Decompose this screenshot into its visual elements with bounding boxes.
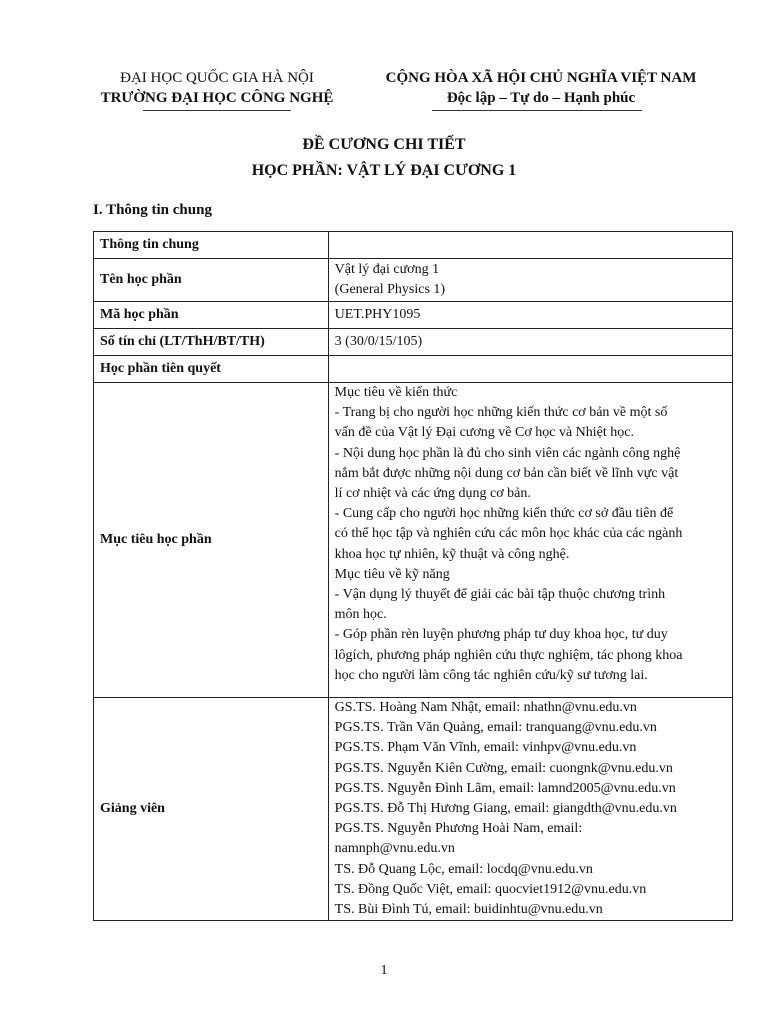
- lecturer-line: PGS.TS. Trần Văn Quảng, email: tranquang@vnu.edu.vn: [334, 720, 657, 736]
- table-row: [94, 232, 733, 259]
- objective-line: - Góp phần rèn luyện phương pháp tư duy khoa học, tư duy: [334, 627, 668, 643]
- table-row: [94, 302, 733, 329]
- course-name-label: Tên học phần: [94, 259, 329, 302]
- header-right: [356, 68, 726, 108]
- header-left-underline: [143, 110, 291, 111]
- header-left: [82, 68, 352, 108]
- objectives-value: [328, 383, 732, 698]
- objective-line: Mục tiêu về kỹ năng: [334, 566, 450, 582]
- lecturer-line: TS. Đỗ Quang Lộc, email: locdq@vnu.edu.vn: [334, 861, 593, 877]
- header-right-underline: [432, 110, 642, 111]
- course-name-vi: Vật lý đại cương 1: [334, 261, 440, 277]
- table-row: [94, 698, 733, 921]
- general-info-value: [328, 232, 732, 259]
- objective-line: học cho người làm công tác nghiên cứu/kỹ sư tương lai.: [334, 667, 648, 683]
- lecturers-label: Giảng viên: [94, 698, 329, 921]
- lecturer-line: TS. Đồng Quốc Việt, email: quocviet1912@vnu.edu.vn: [334, 881, 647, 897]
- course-info-table: [93, 231, 733, 921]
- course-title: HỌC PHẦN: VẬT LÝ ĐẠI CƯƠNG 1: [251, 162, 517, 179]
- objective-line: - Nội dung học phần là đủ cho sinh viên các ngành công nghệ: [334, 445, 681, 461]
- course-name-en: (General Physics 1): [334, 282, 446, 297]
- document-title: ĐỀ CƯƠNG CHI TIẾT: [302, 136, 466, 153]
- prerequisite-label: Học phần tiên quyết: [94, 356, 329, 383]
- national-slogan: Độc lập – Tự do – Hạnh phúc: [446, 90, 636, 106]
- lecturer-line: PGS.TS. Nguyễn Phương Hoài Nam, email:: [334, 821, 583, 837]
- objective-line: lôgích, phương pháp nghiên cứu thực nghiệm, tác phong khoa: [334, 647, 683, 663]
- objective-line: có thể học tập và nghiên cứu các môn học khác của các ngành: [334, 526, 683, 542]
- course-code-label: Mã học phần: [94, 302, 329, 329]
- objective-line: - Vận dụng lý thuyết để giải các bài tập thuộc chương trình: [334, 587, 666, 603]
- course-name-value: [328, 259, 732, 302]
- page-number: 1: [380, 963, 388, 978]
- lecturer-line: PGS.TS. Phạm Văn Vĩnh, email: vinhpv@vnu.edu.vn: [334, 740, 637, 756]
- school-name: TRƯỜNG ĐẠI HỌC CÔNG NGHỆ: [100, 90, 334, 106]
- objective-line: nắm bắt được những nội dung cơ bản cần biết về lĩnh vực vật: [334, 465, 679, 481]
- objective-line: - Cung cấp cho người học những kiến thức cơ sở đầu tiên để: [334, 506, 674, 522]
- objective-line: - Trang bị cho người học những kiến thức cơ bản về một số: [334, 405, 668, 421]
- table-row: [94, 259, 733, 302]
- national-motto: CỘNG HÒA XÃ HỘI CHỦ NGHĨA VIỆT NAM: [385, 70, 697, 86]
- objective-line: khoa học tự nhiên, kỹ thuật và công nghệ.: [334, 546, 570, 562]
- table-row: [94, 383, 733, 698]
- lecturer-line: GS.TS. Hoàng Nam Nhật, email: nhathn@vnu.edu.vn: [334, 700, 637, 715]
- table-row: [94, 329, 733, 356]
- objective-line: Mục tiêu về kiến thức: [334, 385, 458, 400]
- lecturer-line: namnph@vnu.edu.vn: [334, 841, 455, 857]
- credits-value: 3 (30/0/15/105): [328, 329, 732, 356]
- section-heading: I. Thông tin chung: [93, 202, 212, 218]
- lecturer-line: PGS.TS. Nguyễn Đình Lãm, email: lamnd2005@vnu.edu.vn: [334, 780, 676, 796]
- objective-line: vấn đề của Vật lý Đại cương về Cơ học và Nhiệt học.: [334, 425, 634, 441]
- general-info-label: Thông tin chung: [94, 232, 329, 259]
- objective-line: môn học.: [334, 607, 387, 623]
- credits-label: Số tín chỉ (LT/ThH/BT/TH): [94, 329, 329, 356]
- table-row: [94, 356, 733, 383]
- lecturer-line: PGS.TS. Nguyễn Kiên Cường, email: cuongnk@vnu.edu.vn: [334, 760, 673, 776]
- lecturers-value: [328, 698, 732, 921]
- prerequisite-value: [328, 356, 732, 383]
- lecturer-line: PGS.TS. Đỗ Thị Hương Giang, email: giangdth@vnu.edu.vn: [334, 801, 677, 817]
- lecturer-line: TS. Bùi Đình Tú, email: buidinhtu@vnu.edu.vn: [334, 902, 603, 918]
- objective-line: lí cơ nhiệt và các ứng dụng cơ bản.: [334, 486, 531, 502]
- objectives-label: Mục tiêu học phần: [94, 383, 329, 698]
- course-code-value: UET.PHY1095: [328, 302, 732, 329]
- university-name: ĐẠI HỌC QUỐC GIA HÀ NỘI: [120, 70, 314, 86]
